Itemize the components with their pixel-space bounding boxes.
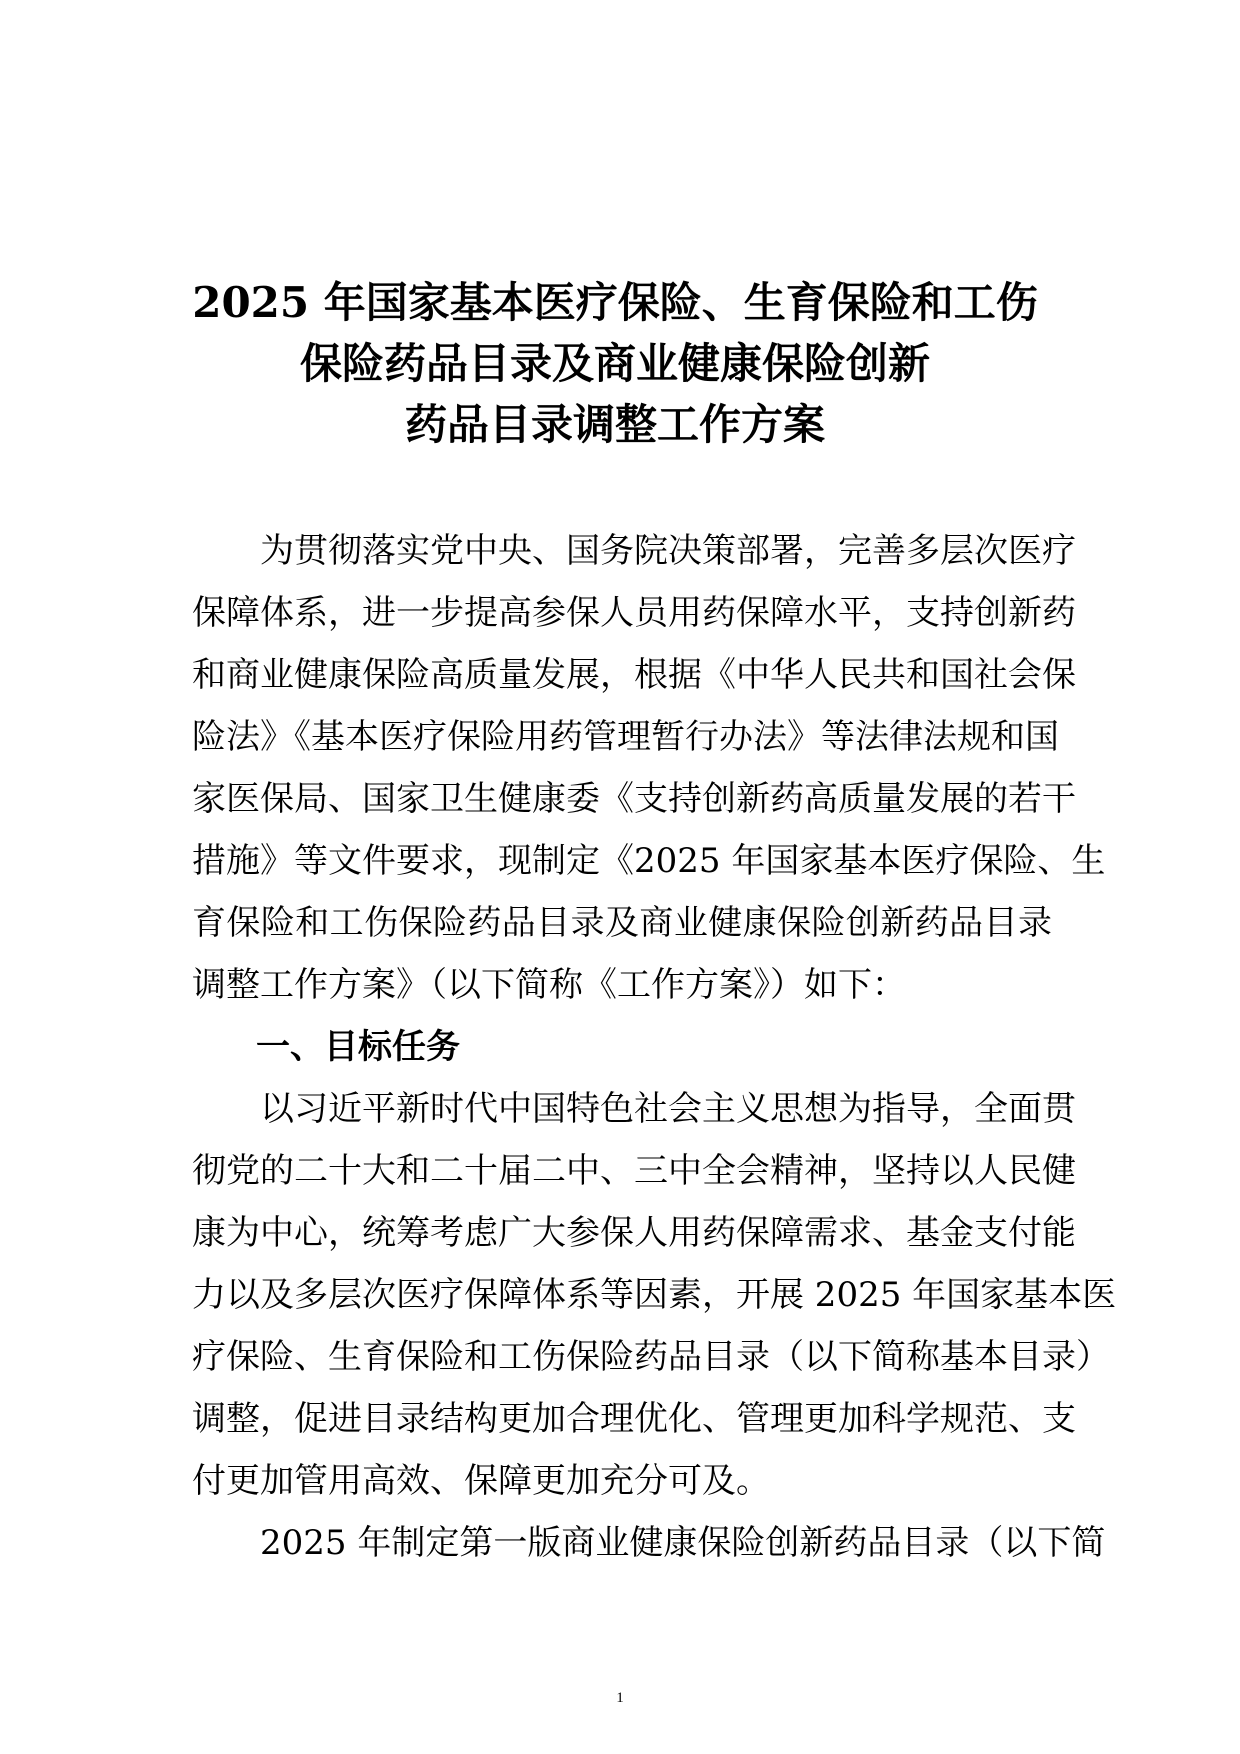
intro-paragraph-line: 险法》《基本医疗保险用药管理暂行办法》等法律法规和国 [192,717,1059,757]
intro-paragraph-line: 调整工作方案》（以下简称《工作方案》）如下： [192,965,906,1005]
section-paragraph-line: 疗保险、生育保险和工伤保险药品目录（以下简称基本目录） [192,1337,1110,1377]
intro-paragraph-line: 家医保局、国家卫生健康委《支持创新药高质量发展的若干 [192,779,1076,819]
page-number: 1 [616,1690,624,1706]
section-paragraph-line: 以习近平新时代中国特色社会主义思想为指导，全面贯 [260,1089,1076,1129]
section-paragraph-line: 康为中心，统筹考虑广大参保人用药保障需求、基金支付能 [192,1213,1076,1253]
section-paragraph-line: 调整，促进目录结构更加合理优化、管理更加科学规范、支 [192,1399,1076,1439]
intro-paragraph-line: 为贯彻落实党中央、国务院决策部署，完善多层次医疗 [260,531,1076,571]
title-line: 药品目录调整工作方案 [404,400,825,449]
section-paragraph-line: 付更加管用高效、保障更加充分可及。 [192,1461,770,1501]
intro-paragraph-line: 措施》等文件要求，现制定《2025 年国家基本医疗保险、生 [192,841,1106,881]
title-line: 保险药品目录及商业健康保险创新 [299,339,930,388]
section-heading: 一、目标任务 [256,1027,460,1067]
title-line: 2025 年国家基本医疗保险、生育保险和工伤 [192,278,1038,327]
section-paragraph-line: 力以及多层次医疗保障体系等因素，开展 2025 年国家基本医 [192,1275,1117,1315]
intro-paragraph-line: 保障体系，进一步提高参保人员用药保障水平，支持创新药 [192,593,1076,633]
intro-paragraph-line: 和商业健康保险高质量发展，根据《中华人民共和国社会保 [192,655,1076,695]
section-paragraph-line: 2025 年制定第一版商业健康保险创新药品目录（以下简 [260,1523,1106,1563]
document-title [150,272,1080,455]
section-paragraph-line: 彻党的二十大和二十届二中、三中全会精神，坚持以人民健 [192,1151,1076,1191]
intro-paragraph-line: 育保险和工伤保险药品目录及商业健康保险创新药品目录 [192,903,1052,943]
